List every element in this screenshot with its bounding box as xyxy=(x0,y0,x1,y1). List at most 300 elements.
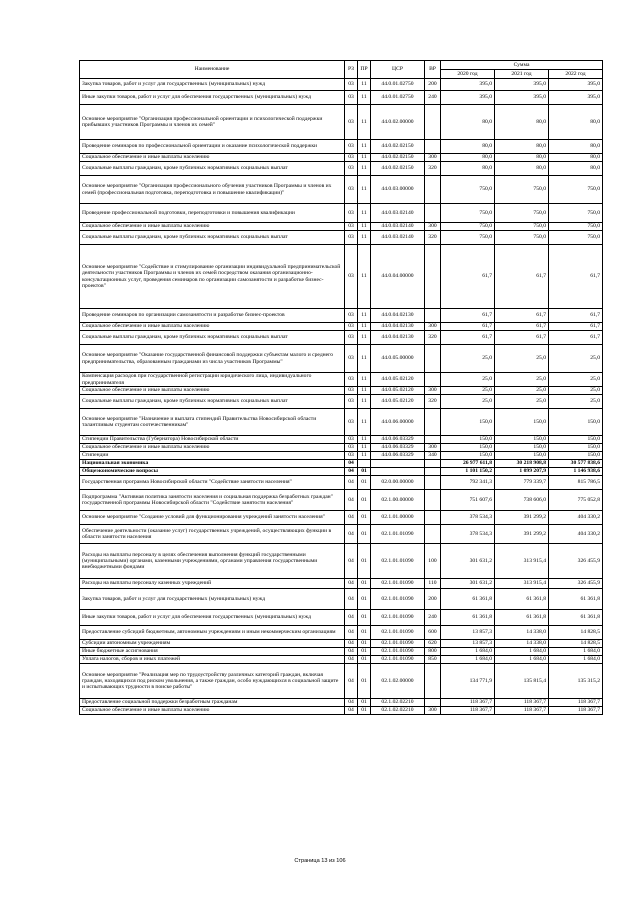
row-pr: 11 xyxy=(358,223,371,231)
row-name: Социальное обеспечение и иные выплаты населению xyxy=(80,323,345,331)
row-value-2021: 61 361,8 xyxy=(495,589,549,610)
row-value-2022: 61,7 xyxy=(549,309,603,323)
row-pr: 01 xyxy=(358,626,371,640)
row-value-2021: 313 915,4 xyxy=(495,579,549,589)
row-csr: 02.1.01.01090 xyxy=(371,610,425,626)
row-value-2022: 61,7 xyxy=(549,331,603,345)
row-rz: 04 xyxy=(345,589,358,610)
row-rz: 03 xyxy=(345,409,358,436)
row-value-2022: 118 367,7 xyxy=(549,699,603,707)
row-csr: 44.0.02.00000 xyxy=(371,105,425,140)
col-header-pr: ПР xyxy=(358,61,371,79)
row-value-2022: 61,7 xyxy=(549,323,603,331)
row-value-2022: 395,0 xyxy=(549,91,603,105)
row-name: Закупка товаров, работ и услуг для государственных (муниципальных) нужд xyxy=(80,79,345,91)
row-value-2022: 61 361,8 xyxy=(549,589,603,610)
row-pr xyxy=(358,460,371,468)
row-name: Стипендии xyxy=(80,452,345,460)
row-rz: 03 xyxy=(345,395,358,409)
row-pr: 01 xyxy=(358,610,371,626)
row-value-2021: 61 361,8 xyxy=(495,610,549,626)
table-row xyxy=(80,490,603,511)
row-rz: 03 xyxy=(345,387,358,395)
row-value-2021: 1 099 207,9 xyxy=(495,468,549,476)
row-vr: 620 xyxy=(425,640,441,648)
row-value-2022: 25,0 xyxy=(549,395,603,409)
row-rz: 04 xyxy=(345,511,358,525)
row-csr: 44.0.01.02750 xyxy=(371,91,425,105)
row-value-2020: 80,0 xyxy=(441,154,495,162)
row-value-2020: 13 857,3 xyxy=(441,640,495,648)
row-vr xyxy=(425,476,441,490)
row-pr: 11 xyxy=(358,331,371,345)
table-row xyxy=(80,345,603,373)
row-csr: 44.0.03.02140 xyxy=(371,204,425,223)
row-value-2020: 118 367,7 xyxy=(441,699,495,707)
row-vr xyxy=(425,176,441,204)
table-row xyxy=(80,176,603,204)
row-value-2020: 26 977 611,8 xyxy=(441,460,495,468)
row-csr: 44.0.02.02150 xyxy=(371,140,425,154)
row-name: Государственная программа Новосибирской области "Содействие занятости населения" xyxy=(80,476,345,490)
row-name: Проведение профессиональной подготовки, переподготовки и повышения квалификации xyxy=(80,204,345,223)
row-value-2020: 751 607,6 xyxy=(441,490,495,511)
row-value-2021: 750,0 xyxy=(495,176,549,204)
table-row xyxy=(80,79,603,91)
row-value-2022: 14 828,5 xyxy=(549,640,603,648)
col-header-2020: 2020 год xyxy=(441,70,495,79)
row-pr: 11 xyxy=(358,140,371,154)
row-pr: 01 xyxy=(358,490,371,511)
table-row xyxy=(80,610,603,626)
row-value-2020: 1 684,0 xyxy=(441,648,495,656)
row-vr: 340 xyxy=(425,452,441,460)
row-value-2020: 61,7 xyxy=(441,309,495,323)
table-row xyxy=(80,656,603,664)
row-value-2021: 150,0 xyxy=(495,409,549,436)
row-pr: 01 xyxy=(358,640,371,648)
row-rz: 04 xyxy=(345,468,358,476)
table-row xyxy=(80,245,603,309)
row-pr: 01 xyxy=(358,707,371,715)
row-value-2021: 25,0 xyxy=(495,345,549,373)
row-value-2022: 750,0 xyxy=(549,223,603,231)
table-row xyxy=(80,105,603,140)
row-value-2021: 738 606,0 xyxy=(495,490,549,511)
table-row xyxy=(80,626,603,640)
row-value-2020: 750,0 xyxy=(441,223,495,231)
row-csr: 44.0.03.02140 xyxy=(371,231,425,245)
row-pr: 11 xyxy=(358,436,371,444)
row-name: Закупка товаров, работ и услуг для государственных (муниципальных) нужд xyxy=(80,589,345,610)
row-value-2020: 80,0 xyxy=(441,140,495,154)
row-vr: 300 xyxy=(425,387,441,395)
row-csr: 02.1.00.00000 xyxy=(371,490,425,511)
row-rz: 03 xyxy=(345,204,358,223)
table-row xyxy=(80,323,603,331)
row-value-2022: 14 828,5 xyxy=(549,626,603,640)
row-pr: 01 xyxy=(358,468,371,476)
row-vr: 300 xyxy=(425,223,441,231)
row-vr xyxy=(425,140,441,154)
row-value-2022: 1 684,0 xyxy=(549,648,603,656)
row-value-2020: 792 341,3 xyxy=(441,476,495,490)
row-value-2022: 61 361,8 xyxy=(549,610,603,626)
row-name: Стипендии Правительства (Губернатора) Новосибирской области xyxy=(80,436,345,444)
budget-table-sheet xyxy=(79,60,602,715)
row-value-2022: 775 052,8 xyxy=(549,490,603,511)
row-pr: 11 xyxy=(358,409,371,436)
table-row xyxy=(80,162,603,176)
table-row xyxy=(80,436,603,444)
row-csr: 02.1.02.02210 xyxy=(371,699,425,707)
row-value-2021: 750,0 xyxy=(495,231,549,245)
row-pr: 01 xyxy=(358,589,371,610)
row-value-2022: 61,7 xyxy=(549,245,603,309)
table-row xyxy=(80,231,603,245)
row-value-2022: 135 315,2 xyxy=(549,664,603,699)
row-rz: 03 xyxy=(345,309,358,323)
row-rz: 03 xyxy=(345,245,358,309)
row-value-2021: 391 299,2 xyxy=(495,511,549,525)
row-value-2022: 80,0 xyxy=(549,140,603,154)
row-name: Основное мероприятие "Содействие и стимулирование организации индивидуальной предпринимательской деятельности участников Программы и членов их семей посредством оказания организационно-консультационных услуг, проведения семинаров по организации самозанятости и разработке бизнес-проектов" xyxy=(80,245,345,309)
col-header-2021: 2021 год xyxy=(495,70,549,79)
col-header-2022: 2022 год xyxy=(549,70,603,79)
row-value-2022: 1 146 938,6 xyxy=(549,468,603,476)
row-value-2022: 25,0 xyxy=(549,345,603,373)
row-vr: 800 xyxy=(425,648,441,656)
row-rz: 04 xyxy=(345,699,358,707)
row-csr: 02.1.01.01090 xyxy=(371,525,425,544)
table-row xyxy=(80,640,603,648)
row-value-2020: 25,0 xyxy=(441,387,495,395)
row-value-2022: 150,0 xyxy=(549,409,603,436)
row-pr: 11 xyxy=(358,395,371,409)
row-rz: 03 xyxy=(345,444,358,452)
row-value-2021: 14 338,0 xyxy=(495,640,549,648)
row-value-2022: 30 577 838,6 xyxy=(549,460,603,468)
table-row xyxy=(80,331,603,345)
row-vr xyxy=(425,204,441,223)
table-row xyxy=(80,91,603,105)
table-row xyxy=(80,223,603,231)
row-rz: 03 xyxy=(345,373,358,387)
table-row xyxy=(80,468,603,476)
table-row xyxy=(80,664,603,699)
row-value-2021: 779 339,7 xyxy=(495,476,549,490)
row-csr: 44.0.06.03329 xyxy=(371,452,425,460)
row-name: Проведение семинаров по профессиональной ориентации и оказание психологической поддержки xyxy=(80,140,345,154)
row-csr xyxy=(371,468,425,476)
row-value-2021: 150,0 xyxy=(495,436,549,444)
table-row xyxy=(80,525,603,544)
row-pr: 11 xyxy=(358,387,371,395)
row-csr: 02.1.01.01090 xyxy=(371,648,425,656)
row-name: Уплата налогов, сборов и иных платежей xyxy=(80,656,345,664)
row-csr: 02.1.02.02210 xyxy=(371,707,425,715)
row-csr: 44.0.04.00000 xyxy=(371,245,425,309)
row-vr: 600 xyxy=(425,626,441,640)
row-vr xyxy=(425,664,441,699)
row-csr: 02.1.01.01090 xyxy=(371,579,425,589)
row-value-2022: 150,0 xyxy=(549,452,603,460)
row-vr xyxy=(425,468,441,476)
row-value-2020: 80,0 xyxy=(441,162,495,176)
row-pr: 11 xyxy=(358,176,371,204)
row-vr xyxy=(425,436,441,444)
row-csr: 44.0.01.02750 xyxy=(371,79,425,91)
row-name: Социальные выплаты гражданам, кроме публичных нормативных социальных выплат xyxy=(80,331,345,345)
row-value-2020: 301 631,2 xyxy=(441,579,495,589)
row-rz: 04 xyxy=(345,656,358,664)
row-value-2020: 150,0 xyxy=(441,444,495,452)
row-rz: 03 xyxy=(345,140,358,154)
table-row xyxy=(80,204,603,223)
row-pr: 11 xyxy=(358,231,371,245)
row-value-2020: 61,7 xyxy=(441,245,495,309)
row-name: Обеспечение деятельности (оказание услуг) государственных учреждений, осуществляющих функции в области занятости населения xyxy=(80,525,345,544)
row-rz: 04 xyxy=(345,579,358,589)
row-rz: 03 xyxy=(345,452,358,460)
row-value-2020: 150,0 xyxy=(441,452,495,460)
row-csr: 44.0.04.02130 xyxy=(371,331,425,345)
table-row xyxy=(80,140,603,154)
table-row xyxy=(80,699,603,707)
row-pr: 01 xyxy=(358,544,371,579)
row-value-2020: 1 101 150,2 xyxy=(441,468,495,476)
row-name: Общеэкономические вопросы xyxy=(80,468,345,476)
row-value-2020: 378 534,3 xyxy=(441,511,495,525)
row-rz: 04 xyxy=(345,626,358,640)
row-rz: 03 xyxy=(345,223,358,231)
row-value-2022: 80,0 xyxy=(549,105,603,140)
row-value-2021: 61,7 xyxy=(495,331,549,345)
row-csr: 02.1.01.01090 xyxy=(371,640,425,648)
row-csr: 44.0.06.03329 xyxy=(371,444,425,452)
row-value-2021: 135 815,4 xyxy=(495,664,549,699)
table-row xyxy=(80,309,603,323)
row-name: Иные закупки товаров, работ и услуг для обеспечения государственных (муниципальных) нужд xyxy=(80,91,345,105)
row-vr xyxy=(425,373,441,387)
row-pr: 11 xyxy=(358,373,371,387)
row-value-2021: 80,0 xyxy=(495,162,549,176)
row-name: Социальное обеспечение и иные выплаты населению xyxy=(80,154,345,162)
row-value-2020: 80,0 xyxy=(441,105,495,140)
table-row xyxy=(80,476,603,490)
row-pr: 01 xyxy=(358,648,371,656)
table-row xyxy=(80,373,603,387)
row-name: Основное мероприятие "Организация профессионального обучения участников Программы и членов их семей (профессиональная подготовка, переподготовка и повышение квалификации)" xyxy=(80,176,345,204)
row-csr: 44.0.02.02150 xyxy=(371,154,425,162)
table-body xyxy=(80,79,603,715)
row-vr: 300 xyxy=(425,707,441,715)
row-csr: 44.0.04.02130 xyxy=(371,309,425,323)
row-vr xyxy=(425,409,441,436)
row-value-2022: 750,0 xyxy=(549,176,603,204)
row-value-2021: 80,0 xyxy=(495,154,549,162)
row-value-2022: 404 330,2 xyxy=(549,511,603,525)
row-value-2021: 750,0 xyxy=(495,204,549,223)
row-csr: 44.0.05.02120 xyxy=(371,387,425,395)
row-rz: 04 xyxy=(345,525,358,544)
row-rz: 03 xyxy=(345,231,358,245)
row-pr: 11 xyxy=(358,345,371,373)
row-value-2021: 61,7 xyxy=(495,323,549,331)
row-rz: 03 xyxy=(345,162,358,176)
row-value-2022: 80,0 xyxy=(549,154,603,162)
row-rz: 03 xyxy=(345,176,358,204)
row-pr: 11 xyxy=(358,204,371,223)
row-vr xyxy=(425,699,441,707)
row-name: Социальное обеспечение и иные выплаты населению xyxy=(80,387,345,395)
row-value-2021: 61,7 xyxy=(495,309,549,323)
row-vr: 240 xyxy=(425,91,441,105)
table-row xyxy=(80,387,603,395)
row-pr: 11 xyxy=(358,323,371,331)
row-vr: 100 xyxy=(425,544,441,579)
row-value-2020: 25,0 xyxy=(441,373,495,387)
row-name: Основное мероприятие "Создание условий для функционирования учреждений занятости населения" xyxy=(80,511,345,525)
row-vr: 320 xyxy=(425,162,441,176)
budget-table xyxy=(79,60,603,715)
row-value-2021: 750,0 xyxy=(495,223,549,231)
row-value-2021: 118 367,7 xyxy=(495,707,549,715)
row-value-2022: 25,0 xyxy=(549,373,603,387)
row-vr: 200 xyxy=(425,589,441,610)
row-rz: 03 xyxy=(345,154,358,162)
row-pr: 11 xyxy=(358,245,371,309)
row-value-2020: 150,0 xyxy=(441,436,495,444)
row-name: Иные бюджетные ассигнования xyxy=(80,648,345,656)
table-row xyxy=(80,648,603,656)
row-vr xyxy=(425,490,441,511)
col-header-rz: РЗ xyxy=(345,61,358,79)
row-csr: 44.0.02.02150 xyxy=(371,162,425,176)
row-csr: 02.1.02.00000 xyxy=(371,664,425,699)
row-csr: 44.0.03.02140 xyxy=(371,223,425,231)
table-row xyxy=(80,511,603,525)
row-vr xyxy=(425,511,441,525)
row-csr: 02.1.01.01090 xyxy=(371,656,425,664)
table-row xyxy=(80,544,603,579)
row-value-2021: 14 338,0 xyxy=(495,626,549,640)
row-name: Проведение семинаров по организации самозанятости и разработке бизнес-проектов xyxy=(80,309,345,323)
row-value-2022: 326 455,9 xyxy=(549,544,603,579)
row-value-2020: 301 631,2 xyxy=(441,544,495,579)
row-name: Социальное обеспечение и иные выплаты населению xyxy=(80,223,345,231)
row-rz: 04 xyxy=(345,664,358,699)
row-vr: 300 xyxy=(425,154,441,162)
row-value-2022: 118 367,7 xyxy=(549,707,603,715)
row-value-2020: 61 361,8 xyxy=(441,589,495,610)
row-csr: 02.1.01.01090 xyxy=(371,544,425,579)
row-value-2022: 150,0 xyxy=(549,436,603,444)
row-value-2021: 395,0 xyxy=(495,91,549,105)
row-value-2020: 134 771,9 xyxy=(441,664,495,699)
page-footer: Страница 13 из 106 xyxy=(294,858,346,864)
row-value-2020: 25,0 xyxy=(441,395,495,409)
row-value-2020: 750,0 xyxy=(441,231,495,245)
row-rz: 03 xyxy=(345,331,358,345)
row-rz: 03 xyxy=(345,345,358,373)
row-csr: 44.0.03.00000 xyxy=(371,176,425,204)
row-vr xyxy=(425,245,441,309)
row-pr: 11 xyxy=(358,309,371,323)
table-row xyxy=(80,460,603,468)
row-value-2022: 395,0 xyxy=(549,79,603,91)
row-name: Подпрограмма "Активная политика занятости населения и социальная поддержка безработных граждан" государственной программы Новосибирской области "Содействие занятости населения" xyxy=(80,490,345,511)
row-value-2020: 395,0 xyxy=(441,79,495,91)
row-name: Компенсация расходов при государственной регистрации юридического лица, индивидуального предпринимателя xyxy=(80,373,345,387)
row-rz: 04 xyxy=(345,707,358,715)
row-rz: 03 xyxy=(345,436,358,444)
col-header-name: Наименование xyxy=(80,61,345,79)
row-value-2022: 815 786,5 xyxy=(549,476,603,490)
row-csr: 02.1.01.00000 xyxy=(371,511,425,525)
row-rz: 03 xyxy=(345,91,358,105)
row-value-2021: 150,0 xyxy=(495,444,549,452)
row-value-2021: 80,0 xyxy=(495,140,549,154)
row-value-2020: 13 857,3 xyxy=(441,626,495,640)
row-value-2022: 326 455,9 xyxy=(549,579,603,589)
row-value-2021: 30 218 908,8 xyxy=(495,460,549,468)
row-value-2022: 80,0 xyxy=(549,162,603,176)
row-name: Предоставление социальной поддержки безработным гражданам xyxy=(80,699,345,707)
row-rz: 04 xyxy=(345,640,358,648)
row-value-2020: 118 367,7 xyxy=(441,707,495,715)
row-csr: 02.0.00.00000 xyxy=(371,476,425,490)
table-row xyxy=(80,444,603,452)
row-rz: 04 xyxy=(345,648,358,656)
row-name: Социальные выплаты гражданам, кроме публичных нормативных социальных выплат xyxy=(80,162,345,176)
row-vr xyxy=(425,105,441,140)
row-value-2021: 150,0 xyxy=(495,452,549,460)
row-pr: 11 xyxy=(358,444,371,452)
row-csr: 44.0.05.02120 xyxy=(371,395,425,409)
row-name: Предоставление субсидий бюджетным, автономным учреждениям и иным некоммерческим организациям xyxy=(80,626,345,640)
row-vr xyxy=(425,309,441,323)
row-vr xyxy=(425,460,441,468)
col-header-sum: Сумма xyxy=(441,61,603,70)
row-rz: 03 xyxy=(345,323,358,331)
row-vr: 320 xyxy=(425,231,441,245)
row-name: Основное мероприятие "Назначение и выплата стипендий Правительства Новосибирской области талантливым студентам соотечественникам" xyxy=(80,409,345,436)
row-name: Национальная экономика xyxy=(80,460,345,468)
row-rz: 03 xyxy=(345,105,358,140)
row-value-2021: 313 915,4 xyxy=(495,544,549,579)
row-value-2020: 61,7 xyxy=(441,331,495,345)
row-name: Расходы на выплаты персоналу казенных учреждений xyxy=(80,579,345,589)
row-pr: 01 xyxy=(358,664,371,699)
row-value-2022: 404 330,2 xyxy=(549,525,603,544)
col-header-csr: ЦСР xyxy=(371,61,425,79)
table-row xyxy=(80,589,603,610)
row-pr: 11 xyxy=(358,162,371,176)
row-rz: 03 xyxy=(345,79,358,91)
row-name: Основное мероприятие "Организация профессиональной ориентации и психологической поддержки прибывших участников Программы и членов их семей" xyxy=(80,105,345,140)
row-rz: 04 xyxy=(345,476,358,490)
row-vr: 240 xyxy=(425,610,441,626)
row-value-2022: 750,0 xyxy=(549,204,603,223)
table-row xyxy=(80,409,603,436)
row-value-2021: 25,0 xyxy=(495,373,549,387)
col-header-vr: ВР xyxy=(425,61,441,79)
row-rz: 04 xyxy=(345,544,358,579)
row-vr: 200 xyxy=(425,79,441,91)
row-pr: 11 xyxy=(358,79,371,91)
row-rz: 04 xyxy=(345,460,358,468)
